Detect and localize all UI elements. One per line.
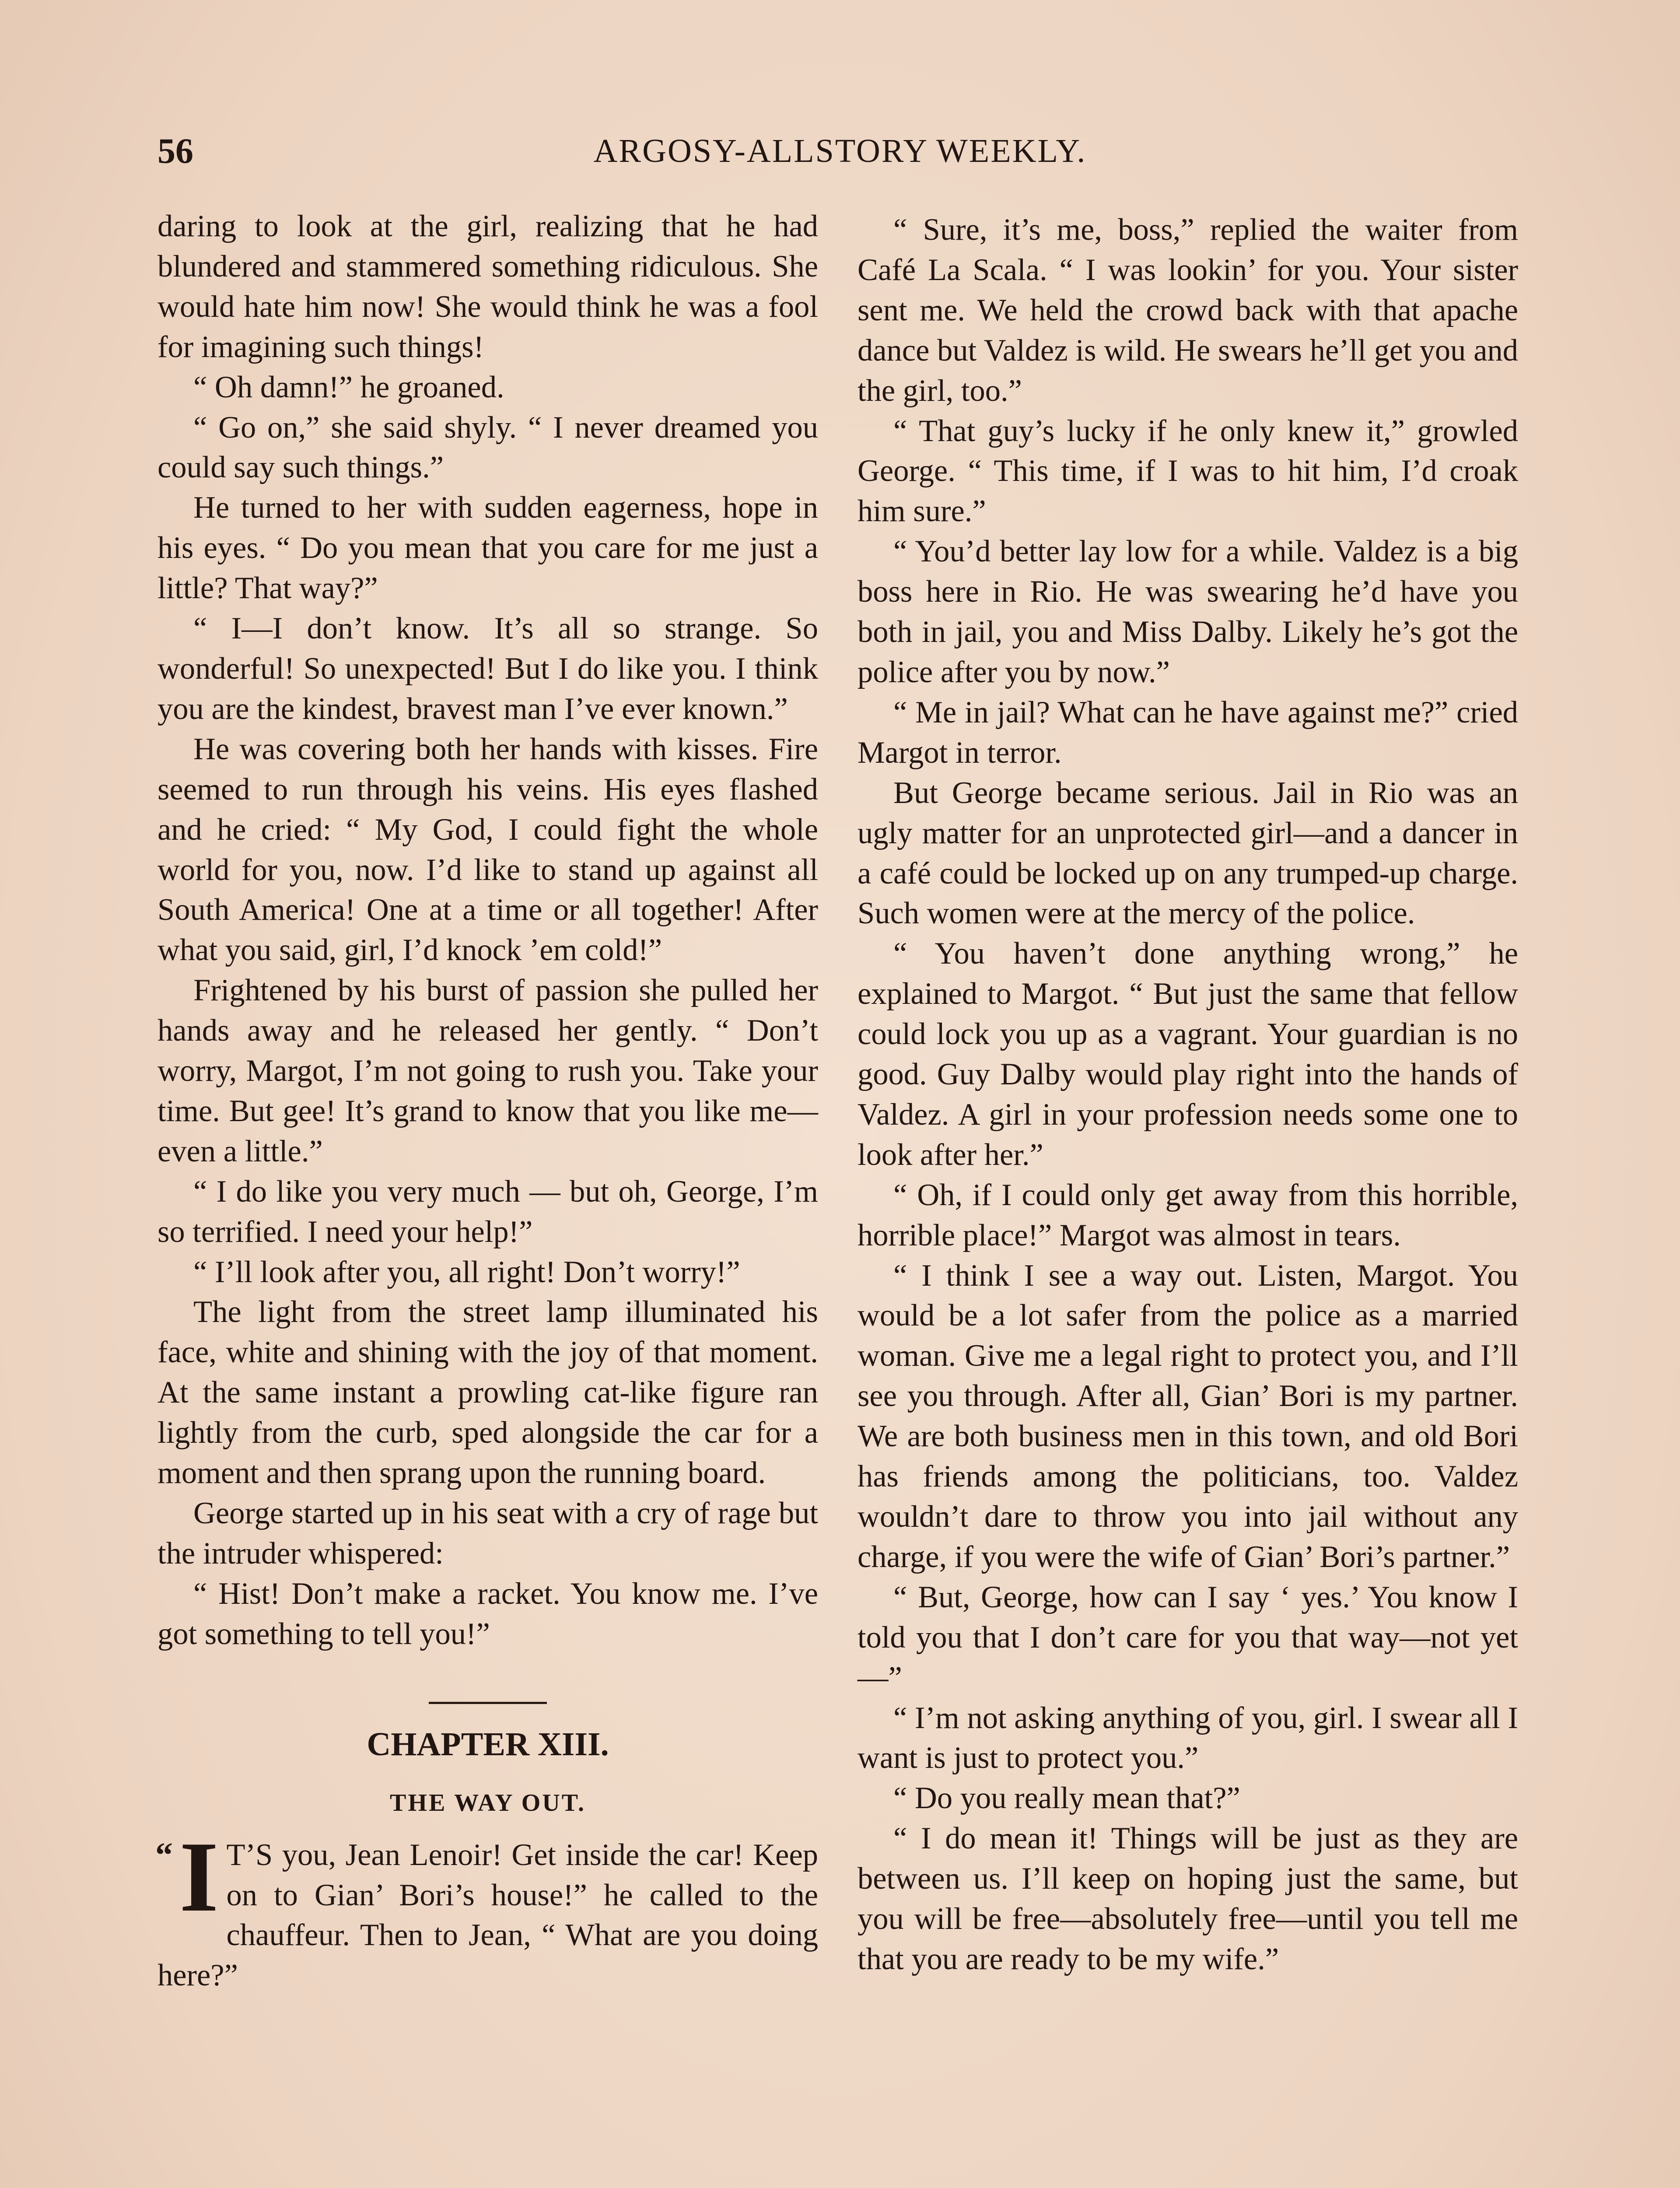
- drop-cap: I: [179, 1820, 219, 1932]
- paragraph: But George became serious. Jail in Rio was an ugly matter for an unprotected girl—and a dancer in a café could be locked up on any trumped-up charge. Such women were at the mercy of the police.: [858, 775, 1518, 931]
- left-column: [155, 207, 818, 1996]
- paragraph: “ You haven’t done anything wrong,” he explained to Margot. “ But just the same that fellow could lock you up as a vagrant. Your guardian is no good. Guy Dalby would play right into the hands of Valdez. A girl in your profession needs some one to look after her.”: [858, 936, 1518, 1172]
- paragraph: “ That guy’s lucky if he only knew it,” growled George. “ This time, if I was to hit him, I’d croak him sure.”: [858, 414, 1518, 529]
- opening-quote-mark: “: [155, 1836, 173, 1875]
- chapter-heading: CHAPTER XIII.: [367, 1725, 609, 1763]
- paragraph: “ You’d better lay low for a while. Valdez is a big boss here in Rio. He was swearing he’d have you both in jail, you and Miss Dalby. Likely he’s got the police after you by now.”: [858, 534, 1518, 689]
- running-title: ARGOSY-ALLSTORY WEEKLY.: [593, 133, 1087, 169]
- paragraph: “ Go on,” she said shyly. “ I never dreamed you could say such things.”: [158, 410, 818, 485]
- paragraph: “ I’ll look after you, all right! Don’t worry!”: [193, 1255, 740, 1289]
- paragraph: “ I—I don’t know. It’s all so strange. So wonderful! So unexpected! But I do like you. I think you are the kindest, bravest man I’ve ever known.”: [158, 611, 818, 726]
- paragraph: He was covering both her hands with kisses. Fire seemed to run through his veins. His eyes flashed and he cried: “ My God, I could fight the whole world for you, now. I’d like to stand up against all South America! One at a time or all together! After what you said, girl, I’d knock ’em cold!”: [158, 732, 818, 968]
- paragraph: “ Hist! Don’t make a racket. You know me. I’ve got something to tell you!”: [158, 1576, 818, 1651]
- chapter-divider-rule: [429, 1702, 547, 1704]
- paragraph: “ I do mean it! Things will be just as they are between us. I’ll keep on hoping just the same, but you will be free—absolutely free—until you tell me that you are ready to be my wife.”: [858, 1821, 1518, 1976]
- paragraph: “ But, George, how can I say ‘ yes.’ You know I told you that I don’t care for you that way—not yet—”: [858, 1580, 1518, 1695]
- paragraph: George started up in his seat with a cry of rage but the intruder whispered:: [158, 1496, 818, 1571]
- paragraph: “ I’m not asking anything of you, girl. I swear all I want is just to protect you.”: [858, 1701, 1518, 1775]
- paragraph: daring to look at the girl, realizing that he had blundered and stammered something ridiculous. She would hate him now! She would think he was a fool for imagining such things!: [158, 209, 818, 364]
- chapter-subtitle: THE WAY OUT.: [390, 1789, 586, 1816]
- paragraph: The light from the street lamp illuminated his face, white and shining with the joy of that moment. At the same instant a prowling cat-like figure ran lightly from the curb, sped alongside the car for a moment and then sprang upon the running board.: [158, 1295, 818, 1490]
- paragraph: “ Me in jail? What can he have against me?” cried Margot in terror.: [858, 695, 1518, 770]
- paragraph: “ Sure, it’s me, boss,” replied the waiter from Café La Scala. “ I was lookin’ for you. Your sister sent me. We held the crowd back with that apache dance but Valdez is wild. He swears he’ll get you and the girl, too.”: [858, 213, 1518, 408]
- paragraph: “ Do you really mean that?”: [893, 1781, 1240, 1816]
- paragraph: He turned to her with sudden eagerness, hope in his eyes. “ Do you mean that you care for me just a little? That way?”: [158, 491, 818, 606]
- right-column: [858, 210, 1518, 1980]
- running-head: [158, 127, 1522, 175]
- paragraph: “ Oh damn!” he groaned.: [193, 370, 504, 404]
- paragraph: “ I think I see a way out. Listen, Margot. You would be a lot safer from the police as a married woman. Give me a legal right to protect you, and I’ll see you through. After all, Gian’ Bori is my partner. We are both business men in this town, and old Bori has friends among the politicians, too. Valdez wouldn’t dare to throw you into jail without any charge, if you were the wife of Gian’ Bori’s partner.”: [858, 1258, 1518, 1574]
- chapter-opening: [155, 1820, 818, 1996]
- paragraph: “ I do like you very much — but oh, George, I’m so terrified. I need your help!”: [158, 1174, 818, 1249]
- paragraph: “ Oh, if I could only get away from this horrible, horrible place!” Margot was almost in tears.: [858, 1178, 1518, 1252]
- paragraph: Frightened by his burst of passion she pulled her hands away and he released her gently. “ Don’t worry, Margot, I’m not going to rush you. Take your time. But gee! It’s grand to know that you like me—even a little.”: [158, 973, 818, 1168]
- paragraph: T’S you, Jean Lenoir! Get inside the car! Keep on to Gian’ Bori’s house!” he called to the chauffeur. Then to Jean, “ What are you doing here?”: [158, 1837, 818, 1993]
- page-number: 56: [158, 131, 193, 171]
